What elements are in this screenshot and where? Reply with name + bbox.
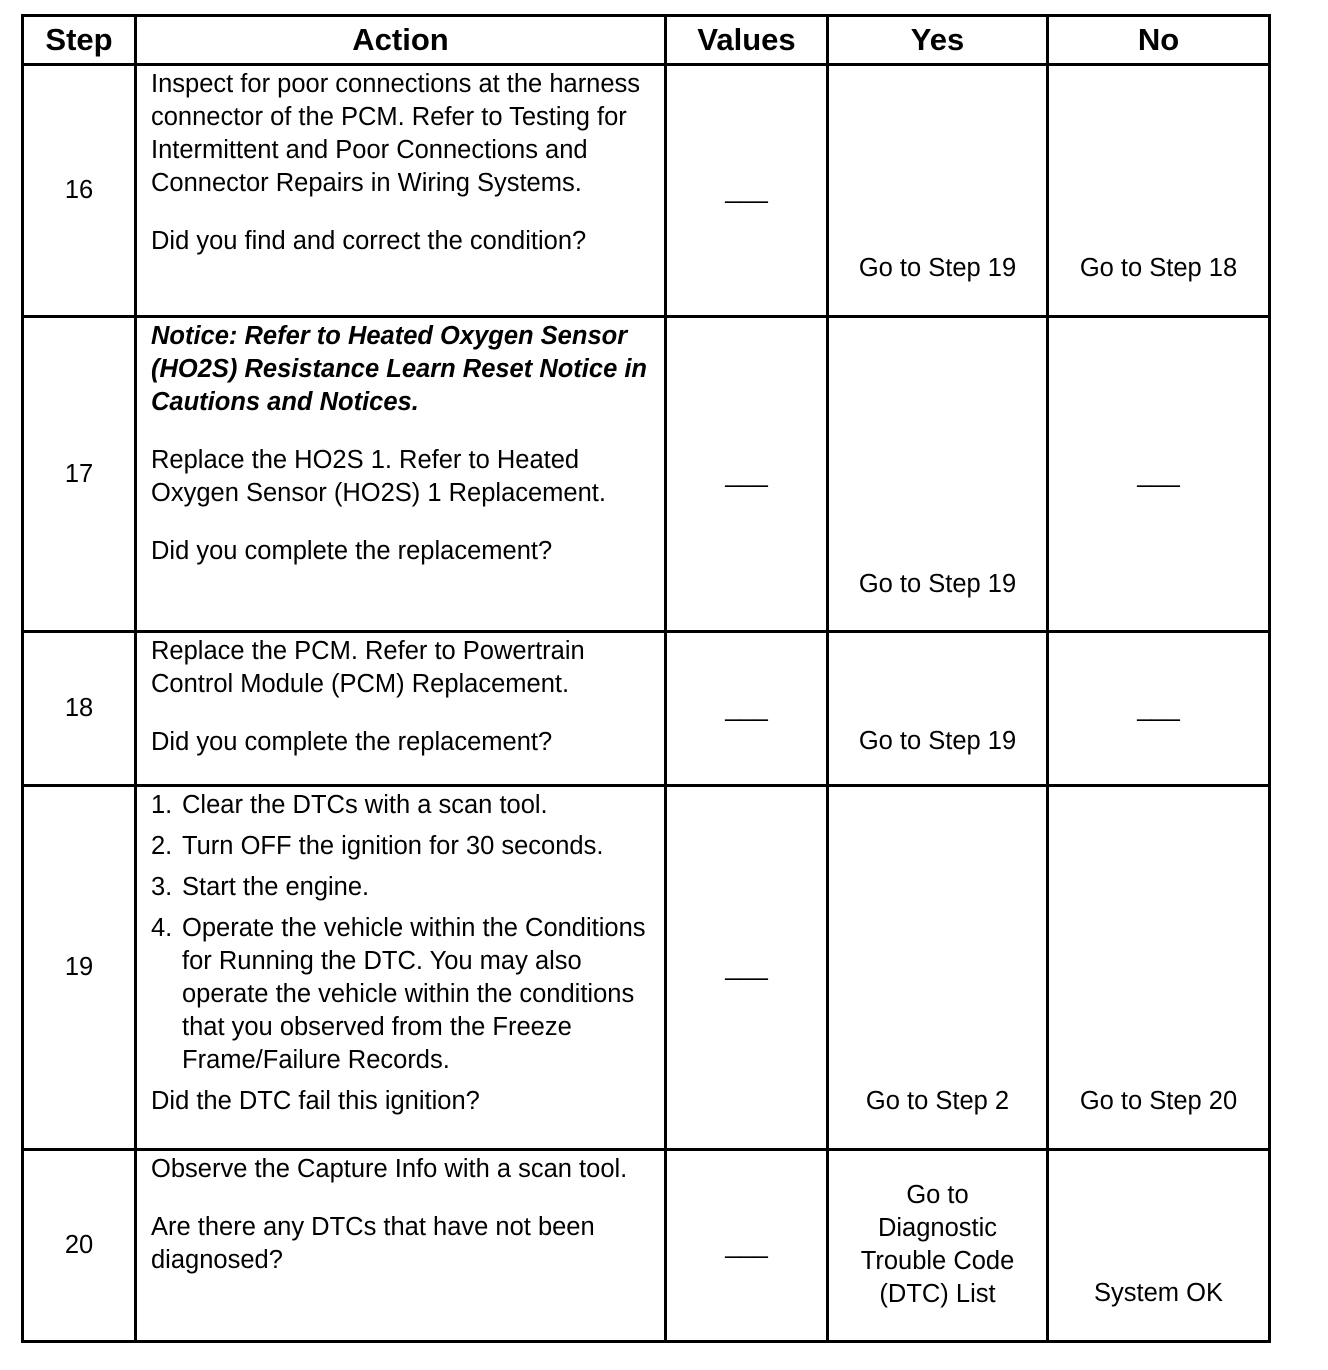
action-question: Did the DTC fail this ignition? <box>151 1087 480 1115</box>
yes-link[interactable]: Go to Diagnostic Trouble Code (DTC) List <box>860 1181 1015 1308</box>
header-values: Values <box>666 16 828 65</box>
action-text: Replace the HO2S 1. Refer to Heated Oxygen Sensor (HO2S) 1 Replacement. <box>151 446 606 507</box>
values-cell: ___ <box>666 317 828 632</box>
action-question: Did you find and correct the condition? <box>151 227 587 255</box>
values-cell: ___ <box>666 65 828 317</box>
header-row <box>23 16 1270 65</box>
list-item: 2. Turn OFF the ignition for 30 seconds. <box>151 832 604 860</box>
action-question: Did you complete the replacement? <box>151 537 553 565</box>
action-text: Observe the Capture Info with a scan tool. <box>151 1155 628 1183</box>
list-item: 3. Start the engine. <box>151 873 370 901</box>
header-no: No <box>1048 16 1270 65</box>
no-result: System OK <box>1094 1279 1223 1307</box>
action-cell <box>136 1150 666 1342</box>
action-cell <box>136 632 666 786</box>
action-cell <box>136 65 666 317</box>
values-cell: ___ <box>666 1150 828 1342</box>
no-cell <box>1048 1150 1270 1342</box>
yes-link[interactable]: Go to Step 19 <box>858 570 1017 598</box>
table-row <box>23 1150 1270 1342</box>
action-question: Are there any DTCs that have not been diagnosed? <box>151 1213 595 1274</box>
table-row <box>23 65 1270 317</box>
no-cell <box>1048 65 1270 317</box>
yes-cell <box>828 786 1048 1150</box>
list-item: 4. Operate the vehicle within the Conditions for Running the DTC. You may also operate the vehicle within the conditions that you observed from the Freeze Frame/Failure Records. <box>151 914 646 1074</box>
notice-text: Notice: Refer to Heated Oxygen Sensor (HO2S) Resistance Learn Reset Notice in Cautions and Notices. <box>151 322 647 416</box>
yes-link[interactable]: Go to Step 19 <box>858 727 1017 755</box>
step-number: 17 <box>23 317 136 632</box>
diagnostic-table <box>21 14 1271 1343</box>
table-row <box>23 786 1270 1150</box>
no-cell: ___ <box>1048 632 1270 786</box>
yes-cell <box>828 65 1048 317</box>
list-item: 1. Clear the DTCs with a scan tool. <box>151 791 548 819</box>
no-link[interactable]: Go to Step 18 <box>1079 254 1238 282</box>
no-link[interactable]: Go to Step 20 <box>1079 1087 1238 1115</box>
values-cell: ___ <box>666 786 828 1150</box>
step-number: 18 <box>23 632 136 786</box>
step-number: 20 <box>23 1150 136 1342</box>
header-yes: Yes <box>828 16 1048 65</box>
step-number: 19 <box>23 786 136 1150</box>
header-action: Action <box>136 16 666 65</box>
no-cell: ___ <box>1048 317 1270 632</box>
yes-cell <box>828 317 1048 632</box>
yes-cell <box>828 632 1048 786</box>
action-text: Inspect for poor connections at the harness connector of the PCM. Refer to Testing for Intermittent and Poor Connections and Connector Repairs in Wiring Systems. <box>151 70 641 197</box>
action-cell <box>136 786 666 1150</box>
action-text: Replace the PCM. Refer to Powertrain Control Module (PCM) Replacement. <box>151 637 585 698</box>
action-question: Did you complete the replacement? <box>151 728 553 756</box>
step-number: 16 <box>23 65 136 317</box>
no-cell <box>1048 786 1270 1150</box>
procedure-list <box>151 789 654 1077</box>
values-cell: ___ <box>666 632 828 786</box>
yes-cell <box>828 1150 1048 1342</box>
action-cell <box>136 317 666 632</box>
yes-link[interactable]: Go to Step 19 <box>858 254 1017 282</box>
yes-link[interactable]: Go to Step 2 <box>865 1087 1010 1115</box>
header-step: Step <box>23 16 136 65</box>
table-row <box>23 317 1270 632</box>
table-row <box>23 632 1270 786</box>
